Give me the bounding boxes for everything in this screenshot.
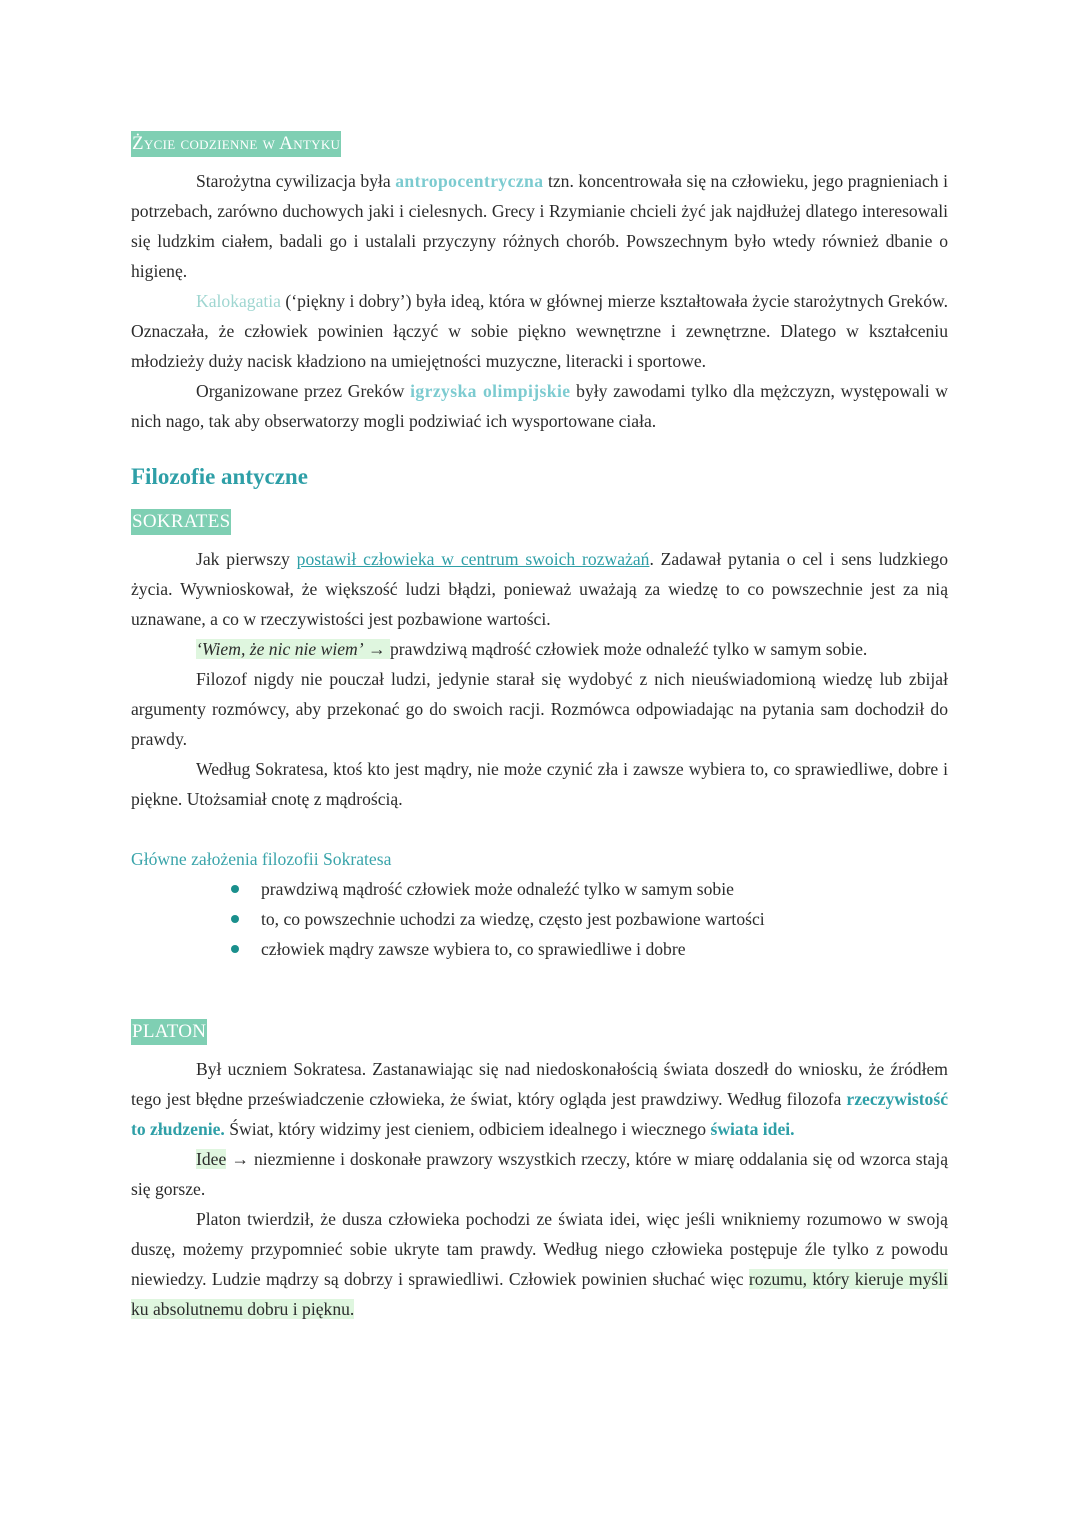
paragraph-sokrates-1: Jak pierwszy postawił człowieka w centrum swoich rozważań. Zadawał pytania o cel i sens ludzkiego życia. Wywnioskował, że większość ludzi błądzi, ponieważ uważają za wiedzę to co powszechnie jest za nią uznawane, a co w rzeczywistości jest pozbawione wartości. bbox=[131, 549, 948, 629]
keyword-swiat-idei: świata idei. bbox=[710, 1119, 795, 1139]
highlight-rozum: rozumu, który kieruje myśli ku absolutnemu dobru i pięknu. bbox=[131, 1269, 948, 1319]
bullet-icon bbox=[231, 915, 239, 923]
keyword-rzeczywistosc: rzeczywistość to złudzenie. bbox=[131, 1089, 948, 1139]
keyword-igrzyska: igrzyska olimpijskie bbox=[410, 381, 571, 401]
paragraph-platon-idee: Idee → niezmienne i doskonałe prawzory wszystkich rzeczy, które w miarę oddalania się od wzorca stają się gorsze. bbox=[131, 1149, 948, 1199]
document-body bbox=[131, 128, 948, 1324]
section-heading-sokrates: SOKRATES bbox=[131, 509, 231, 535]
section-heading-platon: PLATON bbox=[131, 1019, 207, 1045]
paragraph-zycie-3: Organizowane przez Greków igrzyska olimpijskie były zawodami tylko dla mężczyzn, występowali w nich nago, tak aby obserwatorzy mogli podziwiać ich wysportowane ciała. bbox=[131, 381, 948, 431]
keyword-kalokagatia: Kalokagatia bbox=[196, 291, 281, 311]
paragraph-platon-1: Był uczniem Sokratesa. Zastanawiając się nad niedoskonałością świata doszedł do wniosku, że źródłem tego jest błędne przeświadczenie człowieka, że świat, który ogląda jest prawdziwy. Według filozofa rzeczywistość to złudzenie. Świat, który widzimy jest cieniem, odbiciem idealnego i wiecznego świata idei. bbox=[131, 1059, 948, 1139]
underlined-phrase: postawił człowieka w centrum swoich rozważań bbox=[296, 549, 650, 569]
bullet-list bbox=[131, 874, 948, 964]
paragraph-sokrates-3: Filozof nigdy nie pouczał ludzi, jedynie starał się wydobyć z nich nieuświadomioną wiedzę lub zbijał argumenty rozmówcy, aby przekonać go do swoich racji. Rozmówca odpowiadając na pytania sam dochodził do prawdy. bbox=[131, 669, 948, 749]
list-item: to, co powszechnie uchodzi za wiedzę, często jest pozbawione wartości bbox=[231, 904, 948, 934]
keyword-antropocentryczna: antropocentryczna bbox=[395, 171, 544, 191]
quote-wiem: ‘Wiem, że nic nie wiem’ bbox=[196, 639, 364, 659]
bullet-icon bbox=[231, 945, 239, 953]
paragraph-platon-3: Platon twierdził, że dusza człowieka pochodzi ze świata idei, więc jeśli wnikniemy rozumowo w swoją duszę, możemy przypomnieć sobie ukryte tam prawdy. Według niego człowieka postępuje źle tylko z powodu niewiedzy. Ludzie mądrzy są dobrzy i sprawiedliwi. Człowiek powinien słuchać więc rozumu, który kieruje myśli ku absolutnemu dobru i pięknu. bbox=[131, 1209, 948, 1319]
subheading-sokrates-zalozenia: Główne założenia filozofii Sokratesa bbox=[131, 849, 392, 869]
section-heading-zycie: Życie codzienne w Antyku bbox=[131, 131, 341, 157]
list-item: człowiek mądry zawsze wybiera to, co sprawiedliwe i dobre bbox=[231, 934, 948, 964]
arrow-icon: → bbox=[226, 1149, 254, 1169]
paragraph-zycie-1: Starożytna cywilizacja była antropocentryczna tzn. koncentrowała się na człowieku, jego pragnieniach i potrzebach, zarówno duchowych jaki i cielesnych. Grecy i Rzymianie chcieli żyć jak najdłużej dlatego interesowali się ludzkim ciałem, badali go i ustalali przyczyny różnych chorób. Powszechnym było wtedy również dbanie o higienę. bbox=[131, 171, 949, 281]
list-item: prawdziwą mądrość człowiek może odnaleźć tylko w samym sobie bbox=[231, 874, 948, 904]
section-title-filozofie: Filozofie antyczne bbox=[131, 464, 308, 489]
paragraph-sokrates-quote: ‘Wiem, że nic nie wiem’ → prawdziwą mądrość człowiek może odnaleźć tylko w samym sobie. bbox=[196, 639, 868, 659]
paragraph-sokrates-4: Według Sokratesa, ktoś kto jest mądry, nie może czynić zła i zawsze wybiera to, co sprawiedliwe, dobre i piękne. Utożsamiał cnotę z mądrością. bbox=[131, 759, 948, 809]
bullet-icon bbox=[231, 885, 239, 893]
paragraph-zycie-2: Kalokagatia (‘piękny i dobry’) była ideą, która w głównej mierze kształtowała życie starożytnych Greków. Oznaczała, że człowiek powinien łączyć w sobie piękno wewnętrzne i zewnętrzne. Dlatego w kształceniu młodzieży duży nacisk kładziono na umiejętności muzyczne, literacki i sportowe. bbox=[131, 291, 948, 371]
term-idee: Idee bbox=[196, 1149, 227, 1169]
arrow-icon: → bbox=[363, 639, 390, 659]
